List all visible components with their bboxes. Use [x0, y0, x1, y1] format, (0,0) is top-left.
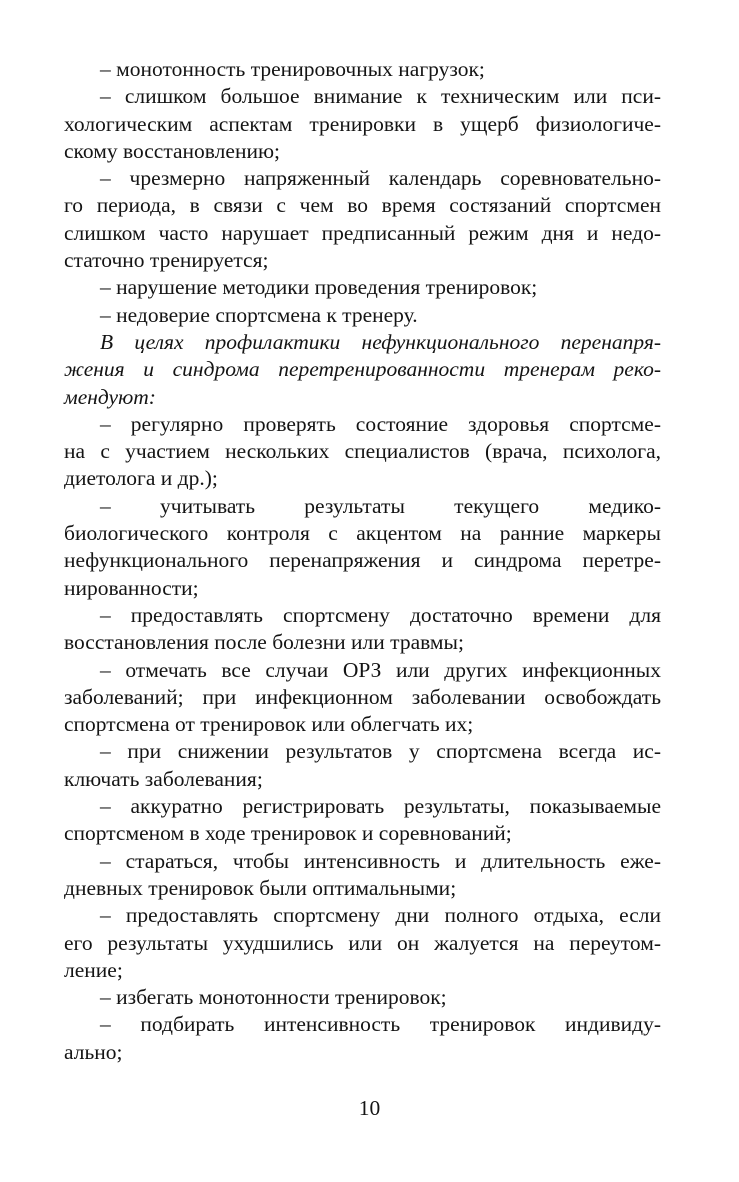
text-line: ление; [64, 957, 123, 982]
paragraph [64, 657, 661, 739]
text-line: – слишком большое внимание к техническим или пси- [100, 84, 661, 109]
text-line: нефункционального перенапряжения и синдрома перетре- [64, 548, 661, 573]
text-line: восстановления после болезни или травмы; [64, 630, 464, 655]
page-body [64, 56, 661, 1066]
text-line: жения и синдрома перетренированности тренерам реко- [64, 357, 661, 382]
text-line: диетолога и др.); [64, 466, 218, 491]
text-line: В целях профилактики нефункционального перенапря- [100, 329, 661, 354]
paragraph [64, 165, 661, 274]
paragraph [64, 848, 661, 903]
paragraph [64, 984, 661, 1011]
text-line: – при снижении результатов у спортсмена всегда ис- [100, 739, 661, 764]
paragraph [64, 56, 661, 83]
text-line: спортсмена от тренировок или облегчать их; [64, 712, 474, 737]
text-line: скому восстановлению; [64, 138, 280, 163]
text-line: нированности; [64, 575, 199, 600]
text-line: статочно тренируется; [64, 248, 269, 273]
text-line: – чрезмерно напряженный календарь соревновательно- [100, 166, 661, 191]
text-line: – отмечать все случаи ОРЗ или других инфекционных [100, 657, 661, 682]
text-line: – аккуратно регистрировать результаты, показываемые [100, 794, 661, 819]
paragraph [64, 411, 661, 493]
text-line: мендуют: [64, 384, 156, 409]
text-line: слишком часто нарушает предписанный режим дня и недо- [64, 220, 661, 245]
text-line: – нарушение методики проведения тренировок; [100, 275, 538, 300]
paragraph [64, 83, 661, 165]
paragraph [64, 602, 661, 657]
text-line: хологическим аспектам тренировки в ущерб физиологиче- [64, 111, 661, 136]
text-line: на с участием нескольких специалистов (врача, психолога, [64, 439, 661, 464]
paragraph [64, 274, 661, 301]
text-line: ключать заболевания; [64, 766, 263, 791]
text-line: го периода, в связи с чем во время состязаний спортсмен [64, 193, 661, 218]
paragraph [64, 793, 661, 848]
text-line: – регулярно проверять состояние здоровья спортсме- [100, 411, 661, 436]
paragraph [64, 738, 661, 793]
body-text [64, 56, 661, 1066]
text-line: – предоставлять спортсмену достаточно времени для [100, 602, 661, 627]
text-line: заболеваний; при инфекционном заболевании освобождать [64, 684, 661, 709]
paragraph [64, 302, 661, 329]
text-line: – избегать монотонности тренировок; [100, 985, 447, 1010]
italic-paragraph [64, 329, 661, 411]
text-line: – учитывать результаты текущего медико- [100, 493, 661, 518]
text-line: биологического контроля с акцентом на ранние маркеры [64, 521, 661, 546]
text-line: – стараться, чтобы интенсивность и длительность еже- [100, 848, 661, 873]
paragraph [64, 1011, 661, 1066]
text-line: – недоверие спортсмена к тренеру. [100, 302, 418, 327]
text-line: дневных тренировок были оптимальными; [64, 875, 457, 900]
page-number: 10 [358, 1096, 381, 1120]
paragraph [64, 493, 661, 602]
text-line: спортсменом в ходе тренировок и соревнований; [64, 821, 512, 846]
text-line: его результаты ухудшились или он жалуется на переутом- [64, 930, 661, 955]
paragraph [64, 902, 661, 984]
text-line: – предоставлять спортсмену дни полного отдыха, если [100, 903, 661, 928]
text-line: – монотонность тренировочных нагрузок; [100, 57, 485, 81]
text-line: ально; [64, 1039, 123, 1064]
text-line: – подбирать интенсивность тренировок индивиду- [100, 1012, 661, 1037]
